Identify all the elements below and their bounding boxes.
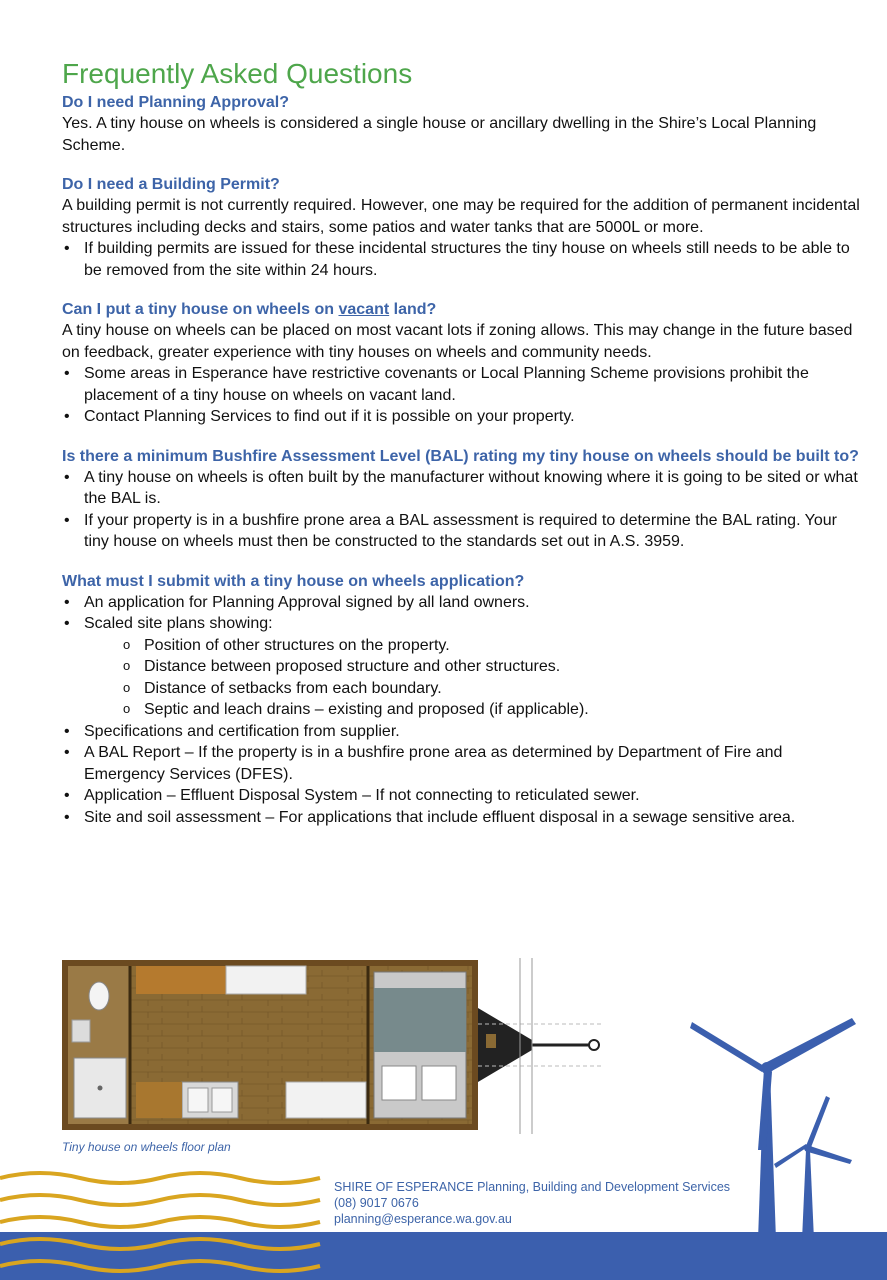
sub-list-item: o Septic and leach drains – existing and proposed (if applicable). xyxy=(122,699,862,721)
question-vacant-pre: Can I put a tiny house on wheels on xyxy=(62,301,339,318)
figure-caption: Tiny house on wheels floor plan xyxy=(62,1140,231,1154)
list-item: • Site and soil assessment – For applications that include effluent disposal in a sewage sensitive area. xyxy=(62,807,862,829)
list-item: • Application – Effluent Disposal System – If not connecting to reticulated sewer. xyxy=(62,785,862,807)
bal-bullets xyxy=(62,467,862,553)
answer-planning: Yes. A tiny house on wheels is considered a single house or ancillary dwelling in the Shire’s Local Planning Scheme. xyxy=(62,115,817,154)
question-vacant-post: land? xyxy=(389,301,437,318)
footer-contact xyxy=(334,1179,730,1227)
list-item: • A tiny house on wheels is often built by the manufacturer without knowing where it is going to be sited or what the BAL is. xyxy=(62,467,862,510)
list-item: • Some areas in Esperance have restrictive covenants or Local Planning Scheme provisions prohibit the placement of a tiny house on wheels on vacant land. xyxy=(62,363,862,406)
sub-list-item: o Distance between proposed structure and other structures. xyxy=(122,656,862,678)
faq-content xyxy=(62,58,862,846)
wind-turbine-icon xyxy=(680,1010,887,1240)
list-item: • An application for Planning Approval signed by all land owners. xyxy=(62,592,862,614)
sub-list-item: o Position of other structures on the property. xyxy=(122,635,862,657)
question-building: Do I need a Building Permit? xyxy=(62,176,280,193)
answer-vacant: A tiny house on wheels can be placed on most vacant lots if zoning allows. This may change in the future based on feedback, greater experience with tiny houses on wheels and community needs. xyxy=(62,322,853,361)
section-building xyxy=(62,174,862,281)
footer-email[interactable]: planning@esperance.wa.gov.au xyxy=(334,1212,512,1226)
vacant-bullets xyxy=(62,363,862,428)
list-item: • Specifications and certification from supplier. xyxy=(62,721,862,743)
list-item: • If building permits are issued for these incidental structures the tiny house on wheels still needs to be able to be removed from the site within 24 hours. xyxy=(62,238,862,281)
page-title: Frequently Asked Questions xyxy=(62,58,413,89)
sub-list-item: o Distance of setbacks from each boundary. xyxy=(122,678,862,700)
site-plan-sub-bullets xyxy=(62,635,862,721)
question-submit: What must I submit with a tiny house on wheels application? xyxy=(62,572,525,590)
section-planning xyxy=(62,92,862,156)
list-item: • Contact Planning Services to find out if it is possible on your property. xyxy=(62,406,862,428)
submit-bullets xyxy=(62,592,862,635)
question-vacant-emph: vacant xyxy=(338,301,390,318)
footer-phone: (08) 9017 0676 xyxy=(334,1196,419,1210)
list-item: • If your property is in a bushfire prone area a BAL assessment is required to determine the BAL rating. Your tiny house on wheels must then be constructed to the standards set out in A.S. 3959. xyxy=(62,510,862,553)
answer-building: A building permit is not currently required. However, one may be required for the addition of permanent incidental structures including decks and stairs, some patios and water tanks that are 5000L or more. xyxy=(62,197,860,236)
floor-plan-image xyxy=(62,958,602,1134)
building-bullets xyxy=(62,238,862,281)
section-vacant xyxy=(62,299,862,428)
section-bal xyxy=(62,446,862,553)
footer-organisation: SHIRE OF ESPERANCE Planning, Building and Development Services xyxy=(334,1180,731,1194)
section-submit xyxy=(62,571,862,829)
list-item: • A BAL Report – If the property is in a bushfire prone area as determined by Department of Fire and Emergency Services (DFES). xyxy=(62,742,862,785)
question-vacant xyxy=(62,299,862,320)
wave-decoration xyxy=(0,1168,330,1280)
question-bal: Is there a minimum Bushfire Assessment Level (BAL) rating my tiny house on wheels should be built to? xyxy=(62,447,859,465)
list-item: • Scaled site plans showing: xyxy=(62,613,862,635)
question-planning: Do I need Planning Approval? xyxy=(62,94,289,111)
submit-more-bullets xyxy=(62,721,862,829)
